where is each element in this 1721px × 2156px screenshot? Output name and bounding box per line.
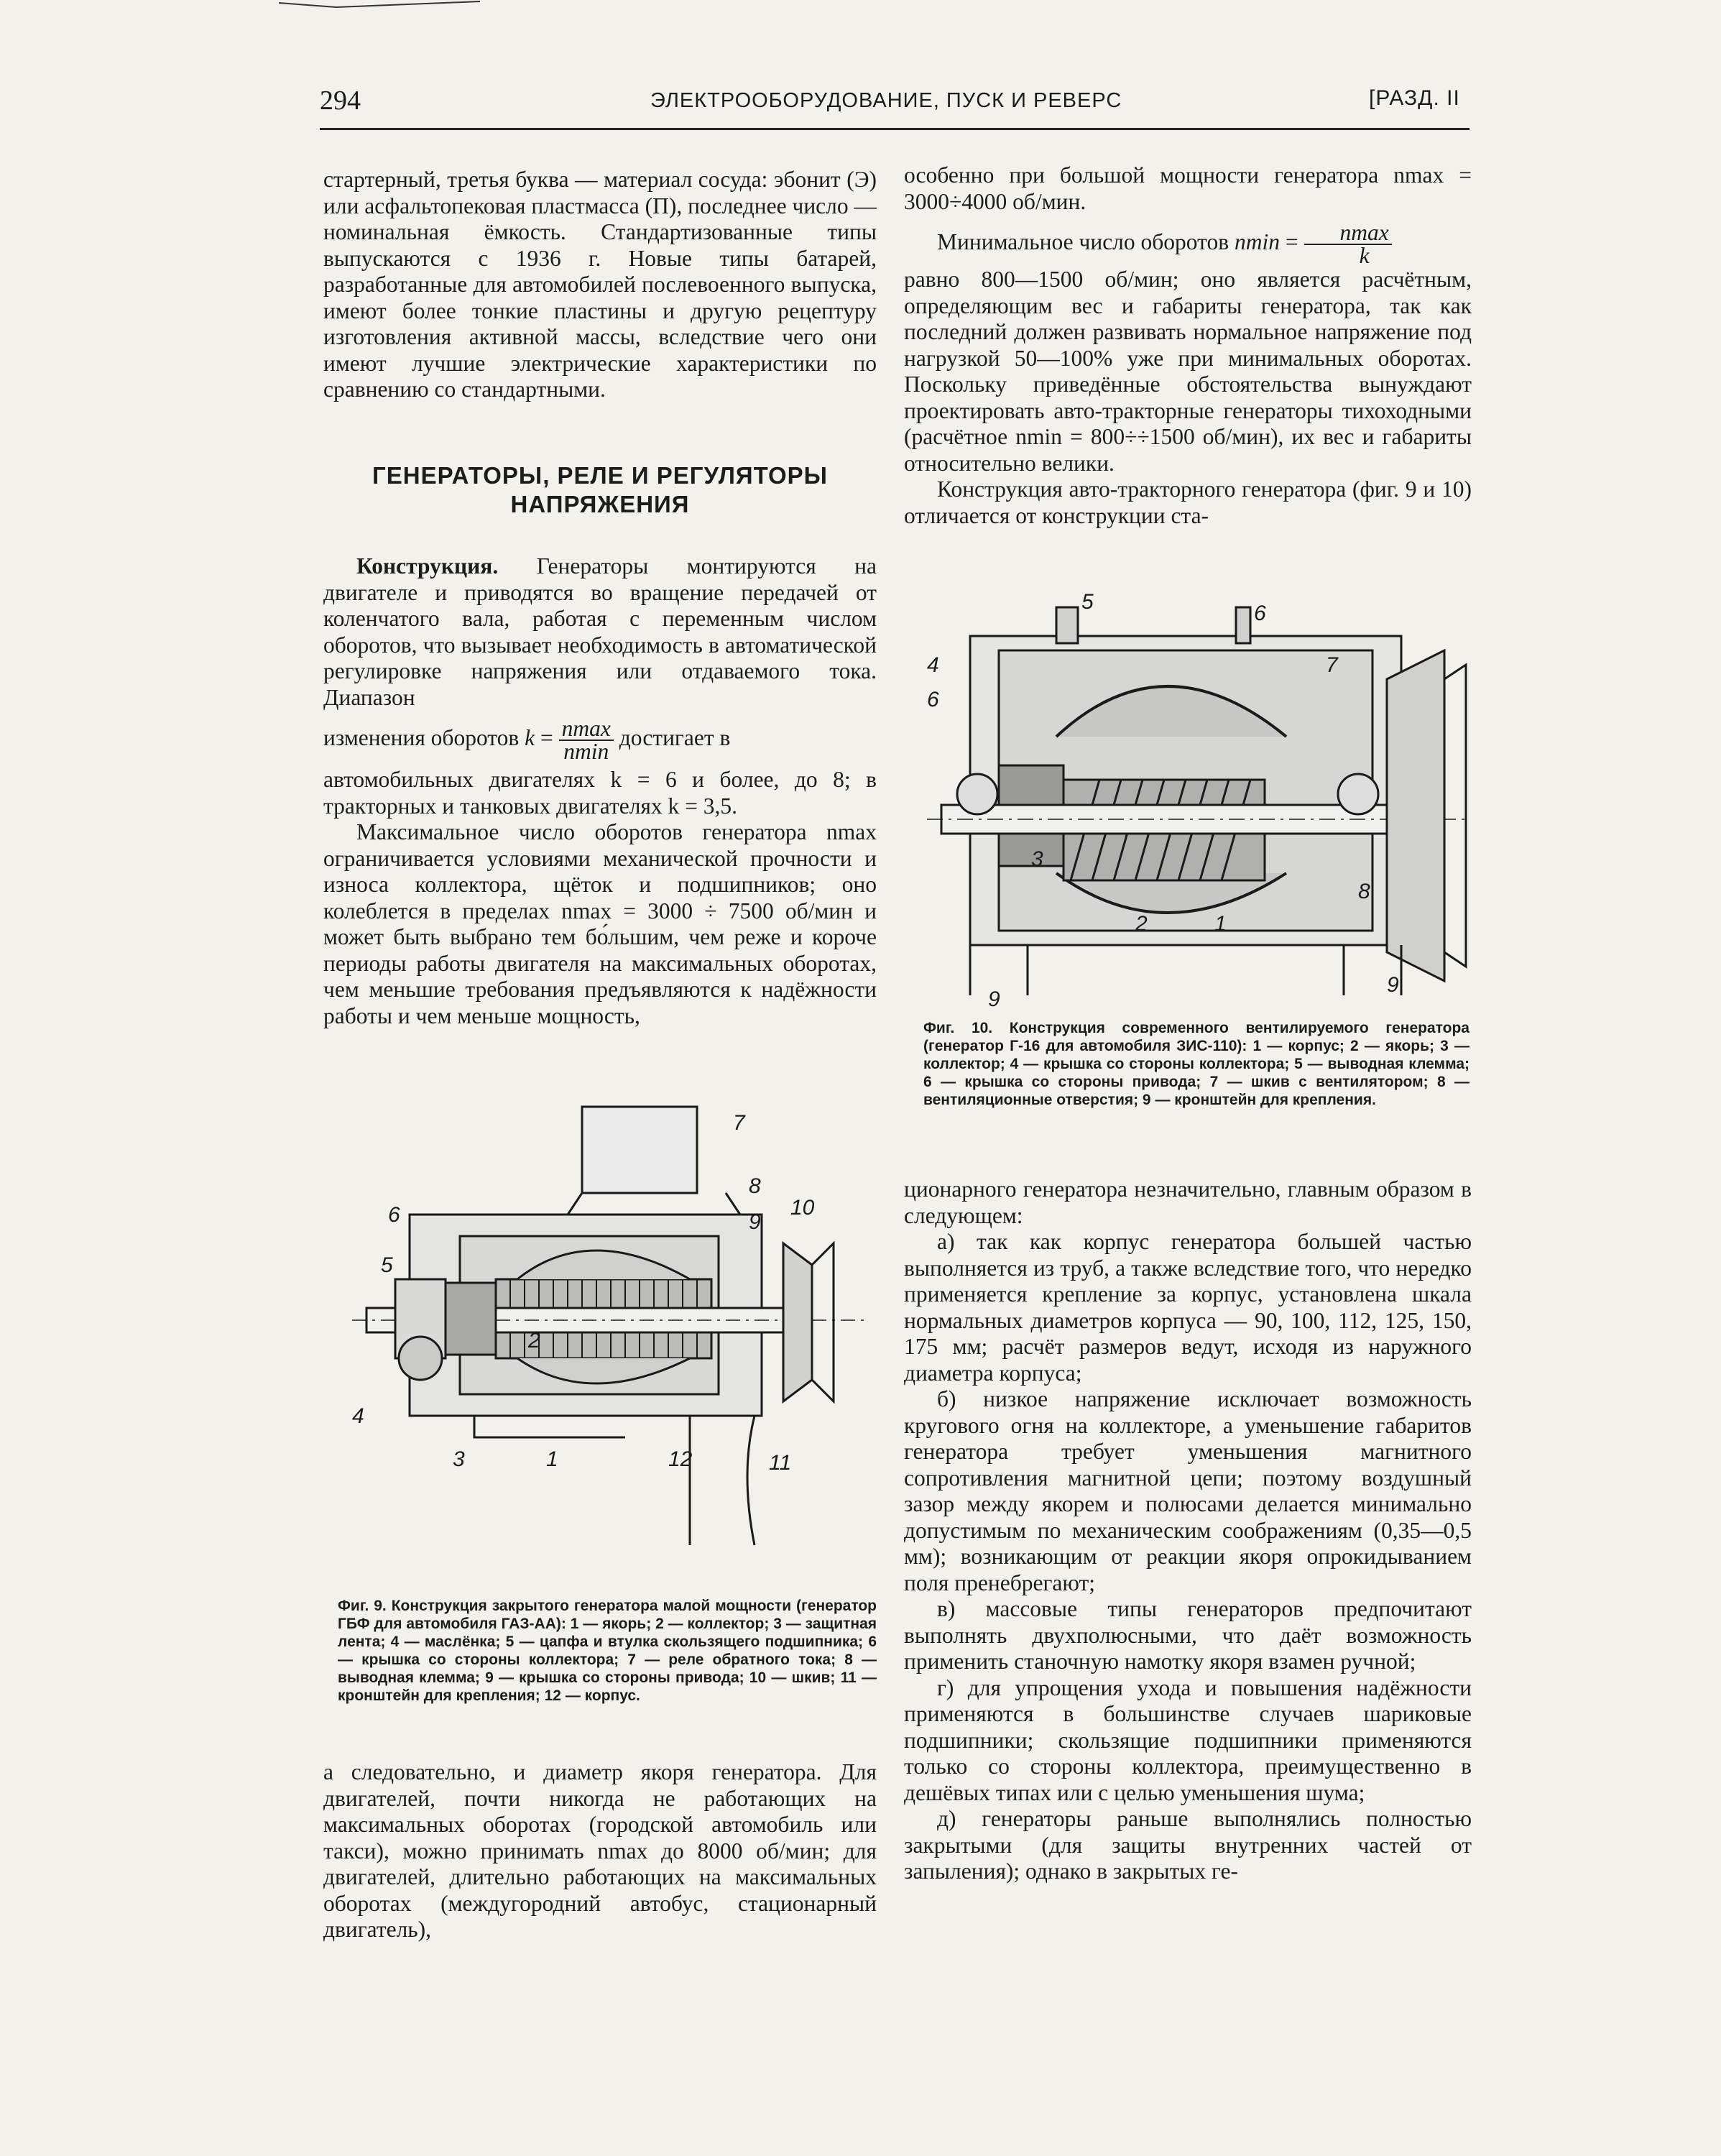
fig10-label-5: 5 <box>1081 593 1094 614</box>
left-intro <box>323 167 877 403</box>
construction-paragraph <box>323 553 877 711</box>
fig10-label-8: 8 <box>1358 880 1370 903</box>
fig9-label-4: 4 <box>352 1404 364 1428</box>
construction-text: Генераторы монтируются на двигателе и приводятся во вращение передачей от коленчатого вала, работая с переменным числом оборотов, что вызывает необходимость в автоматической регулировке напряжения или отдаваемого тока. Диапазон <box>323 553 877 710</box>
fig10-label-6: 6 <box>1254 602 1266 625</box>
nmax-paragraph: Максимальное число оборотов генератора nmax ограничивается условиями механической прочности и износа коллектора, щёток и подшипников; оно колеблется в пределах nmax = 3000 ÷ 7500 об/мин и может быть выбрано тем бо́льшим, чем реже и короче периоды работы двигателя на максимальных оборотах, чем меньшие требования предъявляются к надёжности работы и чем меньше мощность, <box>323 819 877 1028</box>
nmin-formula <box>904 222 1472 267</box>
right-bottom <box>904 1176 1472 1885</box>
k-formula <box>323 718 877 763</box>
fig9-label-12: 12 <box>668 1447 693 1471</box>
fig9-label-8: 8 <box>749 1174 761 1198</box>
construction-label: Конструкция. <box>356 553 499 579</box>
section-heading <box>323 461 877 519</box>
formula-eq: = <box>540 725 553 751</box>
item-d: д) генераторы раньше выполнялись полностью закрытыми (для защиты внутренних частей от запыления); однако в закрытых ге- <box>904 1806 1472 1884</box>
heading-line-2: НАПРЯЖЕНИЯ <box>510 491 690 517</box>
fig10-label-1: 1 <box>1214 912 1227 936</box>
fig9-label-6: 6 <box>388 1203 400 1227</box>
left-construction <box>323 553 877 1029</box>
formula-num: nmax <box>559 718 614 741</box>
heading-line-1: ГЕНЕРАТОРЫ, РЕЛЕ И РЕГУЛЯТОРЫ <box>372 462 828 489</box>
fig10-label-2: 2 <box>1135 912 1148 936</box>
figure-9-caption-text: Фиг. 9. Конструкция закрытого генератора малой мощности (генератор ГБФ для автомобиля ГАЗ-АА): 1 — якорь; 2 — коллектор; 3 — защитная лента; 4 — маслёнка; 5 — цапфа и втулка скользящего подшипника; 6 — крышка со стороны коллектора; 7 — реле обратного тока; 8 — выводная клемма; 9 — крышка со стороны привода; 10 — шкив; 11 — кронштейн для крепления; 12 — корпус. <box>338 1598 877 1704</box>
nmin-den: k <box>1359 243 1370 268</box>
nmin-num: nmax <box>1304 222 1392 245</box>
fig10-label-3: 3 <box>1031 847 1043 871</box>
fig10-label-9-left: 9 <box>988 987 1000 1010</box>
item-v: в) массовые типы генераторов предпочитают выполнять двухполюсными, что даёт возможность применить станочную намотку якоря взамен ручной; <box>904 1596 1472 1674</box>
fig10-label-4: 4 <box>927 653 939 677</box>
section-label: [РАЗД. II <box>1369 86 1460 110</box>
fig9-label-9: 9 <box>749 1210 761 1234</box>
construction-paragraph-right: Конструкция авто-тракторного генератора (фиг. 9 и 10) отличается от конструкции ста- <box>904 476 1472 528</box>
k-values: автомобильных двигателях k = 6 и более, до 8; в тракторных и танковых двигателях k = 3,5. <box>323 767 877 819</box>
item-g: г) для упрощения ухода и повышения надёжности применяются в большинстве случаев шариковые подшипники; скользящие подшипники применяются только со стороны коллектора, преимущественно в дешёвых типах или с целью уменьшения шума; <box>904 1674 1472 1805</box>
figure-10-caption-text: Фиг. 10. Конструкция современного вентилируемого генератора (генератор Г-16 для автомобиля ЗИС-110): 1 — корпус; 2 — якорь; 3 — коллектор; 4 — крышка со стороны коллектора; 5 — выводная клемма; 6 — крышка со стороны привода; 7 — шкив с вентилятором; 8 — вентиляционные отверстия; 9 — кронштейн для крепления. <box>923 1020 1469 1108</box>
fig9-label-10: 10 <box>790 1196 815 1220</box>
figure-10-caption <box>923 1019 1469 1109</box>
formula-lead: изменения оборотов <box>323 725 520 751</box>
nmin-fraction <box>1304 222 1392 267</box>
running-title: ЭЛЕКТРООБОРУДОВАНИЕ, ПУСК И РЕВЕРС <box>650 89 1122 112</box>
formula-fraction <box>559 718 614 763</box>
fig9-label-11: 11 <box>769 1451 792 1475</box>
header-rule <box>320 128 1469 130</box>
formula-k: k <box>525 725 535 751</box>
page-number: 294 <box>320 86 361 116</box>
fig9-label-2: 2 <box>528 1329 540 1353</box>
formula-den: nmin <box>563 739 609 764</box>
fig10-label-9-right: 9 <box>1387 973 1399 997</box>
fig10-label-6-left: 6 <box>927 688 939 711</box>
item-b: б) низкое напряжение исключает возможность кругового огня на коллекторе, а уменьшение габаритов генератора требует уменьшения магнитного сопротивления магнитной цепи; поэтому воздушный зазор между якорем и полюсами делается минимально допустимым по механическим соображениям (0,35—0,5 мм); возникающим от реакции якоря опрокидыванием поля пренебрегают; <box>904 1386 1472 1595</box>
right-top-paragraph: особенно при большой мощности генератора nmax = 3000÷4000 об/мин. <box>904 162 1472 214</box>
nmin-lhs: nmin <box>1234 229 1280 255</box>
right-continuation: ционарного генератора незначительно, главным образом в следующем: <box>904 1176 1472 1228</box>
figure-9-caption <box>338 1597 877 1705</box>
right-top <box>904 162 1472 529</box>
nmin-eq: = <box>1285 229 1298 255</box>
left-continuation-text: а следовательно, и диаметр якоря генератора. Для двигателей, почти никогда не работающих на максимальных оборотах (городской автомобиль или такси), можно принимать nmax до 8000 об/мин; для двигателей, длительно работающих на максимальных оборотах (междугородний автобус, стационарный двигатель), <box>323 1759 877 1942</box>
left-continuation <box>323 1759 877 1943</box>
fig9-label-1: 1 <box>546 1447 558 1471</box>
formula-tail: достигает в <box>619 725 731 751</box>
fig9-label-7: 7 <box>733 1111 745 1135</box>
nmin-lead: Минимальное число оборотов <box>937 229 1229 255</box>
fig10-label-7: 7 <box>1326 653 1338 677</box>
fig9-label-3: 3 <box>453 1447 465 1471</box>
figure-9-drawing <box>352 1100 877 1574</box>
figure-10-drawing <box>927 593 1473 1010</box>
fig9-label-5: 5 <box>381 1253 393 1277</box>
item-a: а) так как корпус генератора большей частью выполняется из труб, а также вследствие того, что нередко применяется крепление за корпус, установлена шкала нормальных диаметров корпуса — 90, 100, 112, 125, 150, 175 мм; расчёт размеров ведут, исходя из наружного диаметра корпуса; <box>904 1229 1472 1386</box>
intro-paragraph: стартерный, третья буква — материал сосуда: эбонит (Э) или асфальтопековая пластмасса (П), последнее число — номинальная ёмкость. Стандартизованные типы выпускаются с 1936 г. Новые типы батарей, разработанные для автомобилей послевоенного выпуска, имеют более тонкие пластины и другую рецептуру изготовления активной массы, вследствие чего они имеют лучшие электрические характеристики по сравнению со стандартными. <box>323 167 877 402</box>
scan-mark <box>279 0 480 10</box>
nmin-paragraph: равно 800—1500 об/мин; оно является расчётным, определяющим вес и габариты генератора, так как последний должен развивать нормальное напряжение под нагрузкой 50—100% уже при минимальных оборотах. Поскольку приведённые обстоятельства вынуждают проектировать авто-тракторные генераторы тихоходными (расчётное nmin = 800÷÷1500 об/мин), их вес и габариты относительно велики. <box>904 267 1472 476</box>
